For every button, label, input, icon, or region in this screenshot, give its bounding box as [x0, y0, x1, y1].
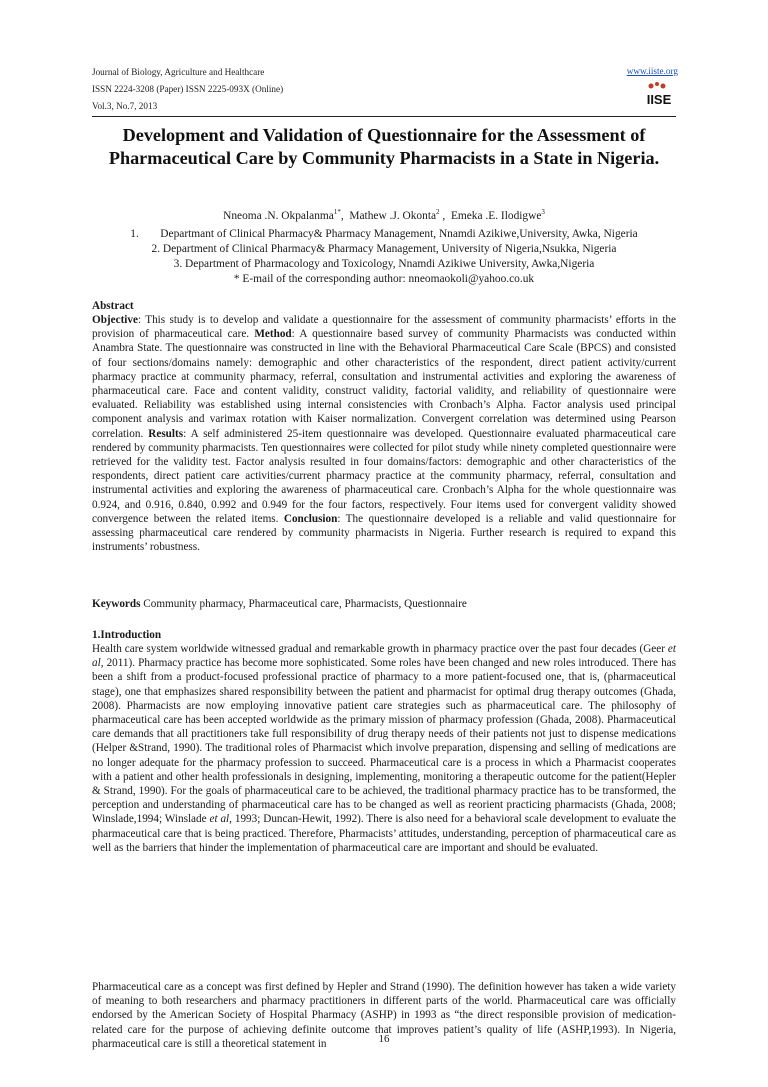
author-1: Nneoma .N. Okpalanma: [223, 210, 334, 222]
introduction-heading: 1.Introduction: [92, 629, 162, 641]
paper-title: Development and Validation of Questionnaire for the Assessment of Pharmaceutical Care by Community Pharmacists in a State in Nigeria.: [108, 125, 660, 168]
corresponding-email: * E-mail of the corresponding author: nneomaokoli@yahoo.co.uk: [233, 273, 535, 285]
affiliation-1: 1. Departmant of Clinical Pharmacy& Pharmacy Management, Nnamdi Azikiwe,University, Awka, Nigeria: [130, 228, 638, 240]
introduction-paragraph-1: Health care system worldwide witnessed gradual and remarkable growth in pharmacy practice over the past four decades (Geer et al, 2011). Pharmacy practice has become more sophisticated. Some roles have been changed and new roles introduced. There has been a shift from a product-focused professional practice of pharmacy to a more patient-focused one, that is, (pharmaceutical stage), one that emphasizes shared responsibility between the patient and pharmacist for optimal drug therapy outcomes (Ghada, 2008). Pharmacists are now employing innovative patient care strategies such as pharmaceutical care. The philosophy of pharmaceutical care has been accepted worldwide as the primary mission of pharmacy profession (Ghada, 2008). Pharmaceutical care demands that all practitioners take full responsibility of drug therapy needs of their patients not just to dispense medications (Helper &Strand, 1990). The traditional roles of Pharmacist which involve preparation, dispensing and selling of medications are no longer adequate for the pharmacy profession to succeed. Pharmaceutical care is a process in which a Pharmacist cooperates with a patient and other health professionals in designing, implementing, monitoring a therapeutic outcome for the patient(Hepler & Strand, 1990). For the goals of pharmaceutical care to be achieved, the traditional pharmacy practice has to be transformed, the perception and understanding of pharmaceutical care has to be changed as well as reorient practicing pharmacists (Ghada, 2008; Winslade,1994; Winslade et al, 1993; Duncan-Hewit, 1992). There is also need for a behavioral scale development to evaluate the pharmaceutical care that is being practiced. Therefore, Pharmacists’ attitudes, understanding, perception of pharmaceutical care as well as the barriers that hinder the implementation of pharmaceutical care are important and should be evaluated.: [92, 643, 676, 854]
affiliation-2: 2. Department of Clinical Pharmacy& Pharmacy Management, University of Nigeria,Nsukka, Nigeria: [151, 243, 617, 255]
keywords: Keywords Community pharmacy, Pharmaceutical care, Pharmacists, Questionnaire: [92, 598, 467, 610]
author-2: Mathew .J. Okonta: [349, 210, 437, 222]
svg-text:IISE: IISE: [646, 92, 672, 107]
page-number: 16: [378, 1033, 390, 1045]
issn: ISSN 2224-3208 (Paper) ISSN 2225-093X (Online): [92, 84, 284, 94]
header-rule: [92, 116, 676, 117]
affiliation-3: 3. Department of Pharmacology and Toxicology, Nnamdi Azikiwe University, Awka,Nigeria: [173, 258, 595, 270]
iiste-logo: [642, 80, 676, 108]
volume-issue: Vol.3, No.7, 2013: [92, 101, 158, 111]
author-line: Nneoma .N. Okpalanma$^{1*}$, Mathew .J. Okonta$^2$ , Emeka .E. Ilodigwe$^3$: [223, 208, 545, 222]
journal-name: Journal of Biology, Agriculture and Healthcare: [92, 67, 265, 77]
journal-url-link[interactable]: www.iiste.org: [626, 66, 678, 76]
abstract-heading: Abstract: [92, 300, 134, 312]
abstract-text: Objective: This study is to develop and validate a questionnaire for the assessment of community pharmacists’ efforts in the provision of pharmaceutical care. Method: A questionnaire based survey of community Pharmacists was conducted within Anambra State. The questionnaire was constructed in line with the Behavioral Pharmaceutical Care Scale (BPCS) and consisted of four sections/domains namely: demographic and other characteristics of the respondent, direct patient activity/current pharmacy practice at community pharmacy, referral, consultation and instrumental activities and exploring the awareness of pharmaceutical care. Face and content validity, construct validity, factorial validity, and reliability of questionnaire were evaluated. Reliability was established using internal consistencies with Cronbach’s Alpha. Factor analysis used principal component analysis and varimax rotation with Kaiser normalization. Convergent correlation was determined using Pearson correlation. Results: A self administered 25-item questionnaire was developed. Questionnaire evaluated pharmaceutical care rendered by community pharmacists. Ten questionnaires were collected for pilot study while ninety completed questionnaire were retrieved for the validity test. Factor analysis resulted in four domains/factors: demographic and other characteristics of the respondents, direct patient care activities/current pharmacy practice at the community pharmacy, referral, consultation and instrumental activities and exploring the awareness of pharmaceutical care. Cronbach’s Alpha for the whole questionnaire was 0.924, and 0.916, 0.840, 0.992 and 0.949 for the four factors, respectively. Four items used for convergent validity showed convergence between the related items. Conclusion: The questionnaire developed is a reliable and valid questionnaire for assessing pharmaceutical care rendered by community pharmacists in Nigeria. Further research is required to expand this instruments’ robustness.: [92, 314, 676, 554]
author-3: Emeka .E. Ilodigwe: [450, 210, 542, 222]
introduction-paragraph-2: Pharmaceutical care as a concept was first defined by Hepler and Strand (1990). The definition however has taken a wide variety of meaning to both researchers and pharmacy practitioners in different parts of the world. Pharmaceutical care was officially endorsed by the American Society of Hospital Pharmacy (ASHP) in 1993 as “the direct responsible provision of medication-related care for the purpose of achieving definite outcome that improves patient’s quality of life (ASHP,1993). In Nigeria, pharmaceutical care is still a theoretical statement in: [92, 981, 676, 1050]
